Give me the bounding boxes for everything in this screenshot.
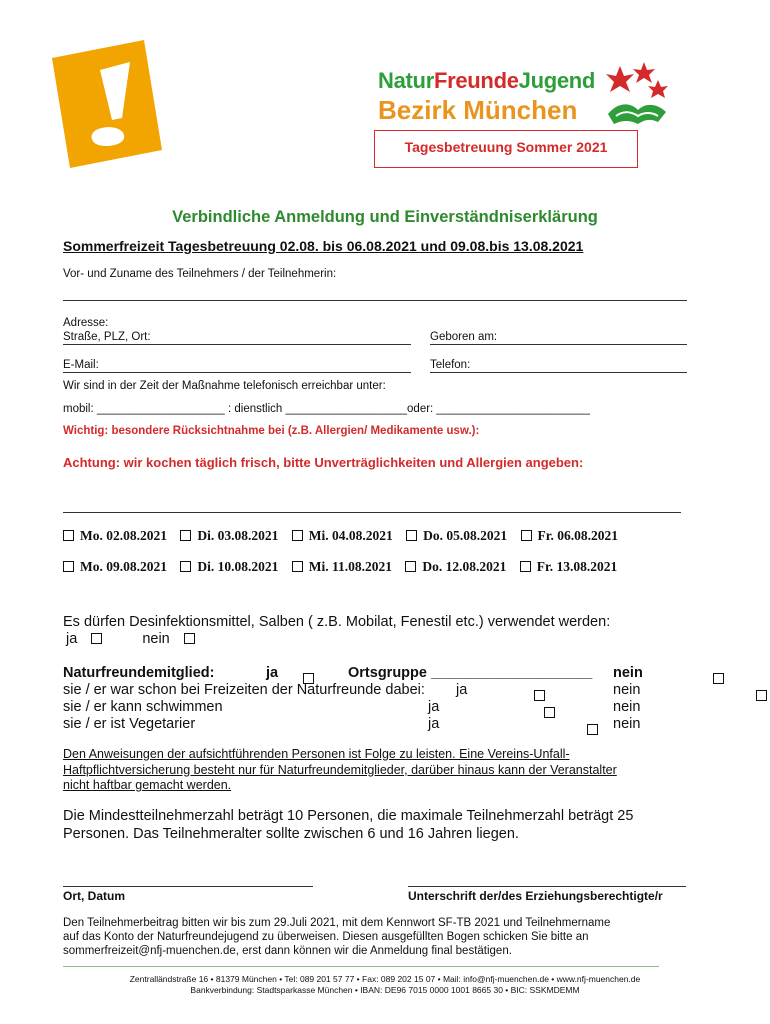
program-tag-label: Tagesbetreuung Sommer 2021 — [404, 139, 608, 155]
checkbox-icon[interactable] — [91, 633, 102, 644]
day-checkbox[interactable]: Mo. 02.08.2021 — [63, 528, 167, 543]
phone-field[interactable] — [430, 372, 687, 373]
org-natur: Natur — [378, 68, 434, 93]
street-label: Straße, PLZ, Ort: — [63, 331, 151, 343]
week1-row — [63, 528, 618, 544]
swim-yes-label: ja — [428, 699, 440, 715]
checkbox-icon[interactable] — [180, 530, 191, 541]
born-label: Geboren am: — [430, 331, 498, 343]
naturfreunde-logo — [52, 40, 162, 168]
swim-yes-checkbox[interactable] — [544, 707, 555, 718]
instructions-text: Den Anweisungen der aufsichtführenden Personen ist Folge zu leisten. Eine Vereins-Unfall- Haftpflichtversicherung besteht nur für Naturfreundemitglieder, darüber hinaus kann der Veranstalter nicht haftbar gemacht werden. — [63, 747, 617, 792]
member-yes-label: ja — [266, 665, 279, 681]
place-date-field[interactable] — [63, 886, 313, 887]
reachable-label: Wir sind in der Zeit der Maßnahme telefonisch erreichbar unter: — [63, 380, 386, 392]
camps-no-checkbox[interactable] — [756, 690, 767, 701]
payment-text: Den Teilnehmerbeitrag bitten wir bis zum 29.Juli 2021, mit dem Kennwort SF-TB 2021 und Teilnehmername auf das Konto der Naturfreundejugend zu überweisen. Diesen ausgefüllten Bogen schicken Sie bitte an sommerfreizeit@nfj-muenchen.de, erst dann können wir die Anmeldung final bestätigen. — [63, 917, 611, 957]
flowers-handshake-icon — [600, 60, 672, 130]
day-checkbox[interactable]: Fr. 13.08.2021 — [520, 559, 618, 574]
checkbox-icon[interactable] — [292, 530, 303, 541]
day-checkbox[interactable]: Fr. 06.08.2021 — [521, 528, 619, 543]
day-checkbox[interactable]: Mi. 11.08.2021 — [292, 559, 392, 574]
member-no-checkbox[interactable] — [713, 673, 724, 684]
checkbox-icon[interactable] — [292, 561, 303, 572]
veg-yes-checkbox[interactable] — [587, 724, 598, 735]
checkbox-icon[interactable] — [180, 561, 191, 572]
footer-bank: Bankverbindung: Stadtsparkasse München • IBAN: DE96 7015 0000 1001 8665 30 • BIC: SSKMDEMM — [190, 985, 580, 995]
checkbox-icon[interactable] — [63, 561, 74, 572]
form-title: Verbindliche Anmeldung und Einverständniserklärung — [172, 208, 598, 226]
day-checkbox[interactable]: Mi. 04.08.2021 — [292, 528, 393, 543]
disinfect-yes[interactable]: ja — [66, 631, 108, 647]
camps-yes-label: ja — [456, 682, 468, 698]
day-checkbox[interactable]: Do. 12.08.2021 — [405, 559, 506, 574]
veg-no-label: nein — [613, 716, 641, 732]
street-field[interactable] — [63, 344, 411, 345]
allergy-field[interactable] — [63, 512, 681, 513]
camps-yes-checkbox[interactable] — [534, 690, 545, 701]
participants-text: Die Mindestteilnehmerzahl beträgt 10 Personen, die maximale Teilnehmerzahl beträgt 25 Personen. Das Teilnehmeralter sollte zwischen 6 und 16 Jahren liegen. — [63, 808, 634, 842]
important-note: Wichtig: besondere Rücksichtnahme bei (z.B. Allergien/ Medikamente usw.): — [63, 425, 480, 437]
swim-question: sie / er kann schwimmen — [63, 699, 223, 715]
program-tag-box — [374, 130, 638, 168]
signature-field[interactable] — [408, 886, 686, 887]
attention-note: Achtung: wir kochen täglich frisch, bitte Unverträglichkeiten und Allergien angeben: — [63, 455, 584, 470]
address-label: Adresse: — [63, 317, 109, 329]
week2-row — [63, 559, 617, 575]
member-label: Naturfreundemitglied: — [63, 665, 215, 681]
veg-yes-label: ja — [428, 716, 440, 732]
disinfect-options — [66, 631, 201, 647]
name-label: Vor- und Zuname des Teilnehmers / der Teilnehmerin: — [63, 268, 337, 280]
swim-no-label: nein — [613, 699, 641, 715]
footer-divider — [63, 966, 659, 967]
email-field[interactable] — [63, 372, 411, 373]
vegetarian-question: sie / er ist Vegetarier — [63, 716, 196, 732]
born-field[interactable] — [430, 344, 687, 345]
org-name-line2: Bezirk München — [378, 95, 578, 125]
local-group-field[interactable]: Ortsgruppe ____________________ — [348, 665, 593, 681]
checkbox-icon[interactable] — [405, 561, 416, 572]
signature-label: Unterschrift der/des Erziehungsberechtigte/r — [408, 889, 663, 903]
camps-no-label: nein — [613, 682, 641, 698]
org-jugend: Jugend — [518, 68, 596, 93]
place-date-label: Ort, Datum — [63, 889, 126, 903]
member-no-label: nein — [613, 665, 643, 681]
checkbox-icon[interactable] — [520, 561, 531, 572]
email-label: E-Mail: — [63, 359, 99, 371]
camps-question: sie / er war schon bei Freizeiten der Naturfreunde dabei: — [63, 682, 425, 698]
checkbox-icon[interactable] — [63, 530, 74, 541]
form-subtitle: Sommerfreizeit Tagesbetreuung 02.08. bis 06.08.2021 und 09.08.bis 13.08.2021 — [63, 238, 584, 254]
name-field[interactable] — [63, 300, 687, 301]
mobile-line[interactable]: mobil: ____________________ : dienstlich ___________________oder: ________________________ — [63, 403, 590, 415]
org-freunde: Freunde — [433, 68, 519, 93]
org-name-line1 — [378, 68, 595, 94]
day-checkbox[interactable]: Do. 05.08.2021 — [406, 528, 507, 543]
day-checkbox[interactable]: Di. 03.08.2021 — [180, 528, 278, 543]
footer-address: Zentralländstraße 16 • 81379 München • Tel: 089 201 57 77 • Fax: 089 202 15 07 • Mail: info@nfj-muenchen.de • www.nfj-muenchen.de — [129, 974, 641, 984]
checkbox-icon[interactable] — [521, 530, 532, 541]
checkbox-icon[interactable] — [184, 633, 195, 644]
disinfect-no[interactable]: nein — [142, 631, 200, 647]
checkbox-icon[interactable] — [406, 530, 417, 541]
phone-label: Telefon: — [430, 359, 471, 371]
day-checkbox[interactable]: Mo. 09.08.2021 — [63, 559, 167, 574]
day-checkbox[interactable]: Di. 10.08.2021 — [180, 559, 278, 574]
disinfect-question: Es dürfen Desinfektionsmittel, Salben ( z.B. Mobilat, Fenestil etc.) verwendet werden: — [63, 614, 611, 630]
